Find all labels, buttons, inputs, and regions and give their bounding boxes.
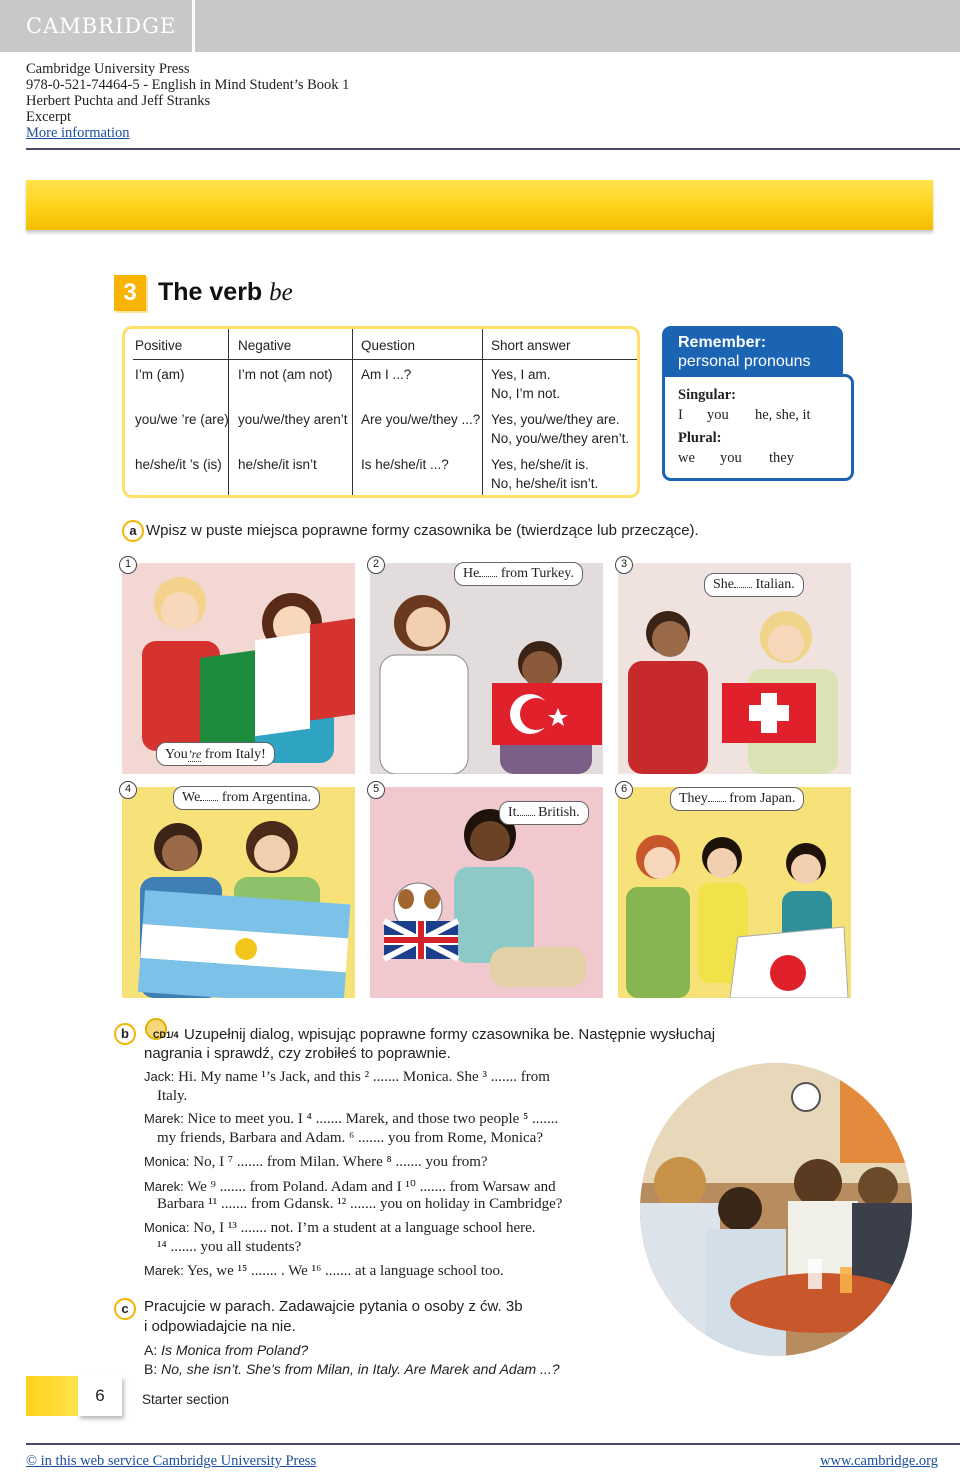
table-cell: Am I ...?	[361, 367, 412, 382]
section-title	[158, 278, 293, 307]
footer-divider	[26, 1443, 960, 1445]
picture-6	[618, 787, 851, 998]
picture-4	[122, 787, 355, 998]
speech-bubble-5	[499, 801, 589, 825]
bubble-text: We	[182, 790, 201, 805]
bubble-text: British.	[534, 805, 580, 820]
table-cell: No, I’m not.	[491, 386, 561, 401]
bubble-text: You	[165, 747, 188, 762]
dialogue-text: Barbara ¹¹ ....... from Gdansk. ¹² ....... you on holiday in Cambridge?	[157, 1196, 563, 1212]
dialogue-line	[157, 1088, 187, 1105]
exercise-c-instruction-1: Pracujcie w parach. Zadawajcie pytania o osoby z ćw. 3b	[144, 1298, 523, 1315]
pronoun: we	[678, 450, 695, 466]
example-text: No, she isn’t. She’s from Milan, in Italy. Are Marek and Adam ...?	[161, 1361, 560, 1377]
illustration-turkey	[370, 563, 603, 774]
speech-bubble-3	[704, 573, 804, 597]
bubble-text: He	[463, 566, 480, 581]
bubble-text: from Turkey.	[497, 566, 574, 581]
table-divider	[352, 329, 353, 495]
cambridge-website-link[interactable]: www.cambridge.org	[820, 1453, 938, 1469]
table-cell: Yes, you/we/they are.	[491, 412, 620, 427]
speaker: Marek:	[144, 1111, 184, 1126]
picture-number: 5	[367, 781, 385, 799]
dialogue-line	[144, 1220, 536, 1237]
decorative-yellow-band	[26, 180, 933, 230]
exercise-b-marker: b	[114, 1023, 136, 1045]
remember-body	[662, 374, 854, 481]
cd-track-label: CD1/4	[153, 1030, 179, 1040]
speaker: Marek:	[144, 1263, 184, 1278]
publisher: Cambridge University Press	[26, 61, 190, 77]
speaker: B:	[144, 1361, 158, 1377]
exercise-a-marker: a	[122, 520, 144, 542]
pronoun: you	[720, 450, 742, 466]
exercise-c-instruction-2: i odpowiadajcie na nie.	[144, 1318, 296, 1335]
page-section-label: Starter section	[142, 1392, 230, 1407]
speaker: Monica:	[144, 1220, 190, 1235]
remember-title: Remember:	[678, 334, 767, 351]
book-info	[26, 61, 349, 141]
picture-number: 4	[119, 781, 137, 799]
table-cell: he/she/it isn’t	[238, 457, 317, 472]
singular-label: Singular:	[678, 387, 737, 403]
table-cell: I’m not (am not)	[238, 367, 333, 382]
table-cell: Are you/we/they ...?	[361, 412, 481, 427]
exercise-b-instruction-2: nagrania i sprawdź, czy zrobiłeś to poprawnie.	[144, 1045, 451, 1062]
bubble-text: She	[713, 577, 734, 592]
isbn-title: 978-0-521-74464-5 - English in Mind Student’s Book 1	[26, 77, 350, 93]
table-header-negative: Negative	[238, 338, 292, 353]
speaker: Jack:	[144, 1069, 175, 1084]
bubble-text: Italian.	[752, 577, 795, 592]
picture-2	[370, 563, 603, 774]
table-cell: No, you/we/they aren’t.	[491, 431, 630, 446]
table-cell: Is he/she/it ...?	[361, 457, 449, 472]
speech-bubble-1	[156, 742, 275, 766]
section-number: 3	[114, 275, 146, 311]
table-cell: he/she/it ’s (is)	[135, 457, 222, 472]
table-header-question: Question	[361, 338, 416, 353]
answer-gap[interactable]	[479, 576, 497, 577]
speech-bubble-2	[454, 562, 583, 586]
bubble-text: from Italy!	[201, 747, 266, 762]
table-cell: I’m (am)	[135, 367, 185, 382]
cafe-photo	[640, 1063, 912, 1356]
table-divider	[482, 329, 483, 495]
more-information-link[interactable]: More information	[26, 125, 130, 141]
remember-subtitle: personal pronouns	[678, 353, 811, 370]
answer-gap[interactable]	[200, 800, 218, 801]
table-cell: No, he/she/it isn’t.	[491, 476, 599, 491]
picture-number: 2	[367, 556, 385, 574]
pronoun: I	[678, 407, 683, 423]
dialogue-line	[157, 1239, 301, 1256]
dialogue-line	[144, 1263, 504, 1280]
plural-label: Plural:	[678, 430, 722, 446]
speaker: Monica:	[144, 1154, 190, 1169]
header-divider	[26, 148, 960, 150]
dialogue-line	[144, 1111, 558, 1128]
dialogue-line	[144, 1177, 556, 1196]
copyright-link[interactable]: © in this web service Cambridge University Press	[26, 1453, 317, 1469]
exercise-a-instruction: Wpisz w puste miejsca poprawne formy czasownika be (twierdzące lub przeczące).	[146, 522, 699, 539]
remember-box	[662, 326, 854, 481]
cafe-photo-illustration	[640, 1063, 912, 1356]
page-number: 6	[78, 1376, 122, 1416]
dialogue-text: ¹⁴ ....... you all students?	[157, 1239, 302, 1255]
table-cell: you/we/they aren’t	[238, 412, 348, 427]
speech-bubble-6	[670, 787, 804, 811]
exercise-c-marker: c	[114, 1298, 136, 1320]
excerpt-label: Excerpt	[26, 109, 72, 125]
dialogue-text: my friends, Barbara and Adam. ⁶ ....... you from Rome, Monica?	[157, 1130, 543, 1146]
table-cell: Yes, I am.	[491, 367, 551, 382]
bubble-text: It	[508, 805, 517, 820]
table-header-positive: Positive	[135, 338, 183, 353]
dialogue-text: No, I ¹³ ....... not. I’m a student at a language school here.	[193, 1220, 536, 1236]
illustration-japan	[618, 787, 851, 998]
bubble-text: They	[679, 791, 708, 806]
pronoun: he, she, it	[755, 407, 811, 423]
dialogue-text: Nice to meet you. I ⁴ ....... Marek, and those two people ⁵ .......	[187, 1111, 559, 1127]
bubble-answer: ’re	[187, 747, 202, 761]
answer-gap[interactable]	[708, 801, 726, 802]
grammar-table	[122, 326, 640, 498]
dialogue-text: No, I ⁷ ....... from Milan. Where ⁸ ....... you from?	[193, 1154, 488, 1170]
cambridge-logo[interactable]: CAMBRIDGE	[0, 0, 195, 52]
table-header-rule	[133, 359, 637, 360]
table-cell: Yes, he/she/it is.	[491, 457, 589, 472]
bubble-text: from Japan.	[725, 791, 796, 806]
table-header-short-answer: Short answer	[491, 338, 571, 353]
answer-gap[interactable]	[734, 587, 752, 588]
dialogue-line	[144, 1069, 550, 1086]
example-question	[144, 1342, 308, 1358]
exercise-b-instruction-1: Uzupełnij dialog, wpisując poprawne formy czasownika be. Następnie wysłuchaj	[184, 1026, 716, 1043]
example-answer	[144, 1361, 560, 1377]
authors: Herbert Puchta and Jeff Stranks	[26, 93, 211, 109]
remember-header	[662, 326, 843, 378]
bubble-text: from Argentina.	[218, 790, 311, 805]
pronoun: you	[707, 407, 729, 423]
answer-gap[interactable]	[517, 815, 535, 816]
table-cell: you/we ’re (are)	[135, 412, 229, 427]
picture-number: 6	[615, 781, 633, 799]
dialogue-line	[144, 1154, 488, 1171]
pronoun: they	[769, 450, 794, 466]
picture-number: 1	[119, 556, 137, 574]
speaker: A:	[144, 1342, 158, 1358]
dialogue-line	[157, 1196, 562, 1213]
section-title-italic: be	[269, 279, 293, 306]
dialogue-text: Hi. My name ¹’s Jack, and this ² ....... Monica. She ³ ....... from	[178, 1069, 550, 1085]
illustration-argentina	[122, 787, 355, 998]
section-title-main: The verb	[158, 278, 270, 306]
dialogue-text: Italy.	[157, 1088, 188, 1104]
picture-number: 3	[615, 556, 633, 574]
example-text: Is Monica from Poland?	[161, 1342, 309, 1358]
dialogue-text: We ⁹ ....... from Poland. Adam and I ¹⁰ ....... from Warsaw and	[187, 1179, 556, 1195]
speech-bubble-4	[173, 786, 320, 810]
dialogue-text: Yes, we ¹⁵ ....... . We ¹⁶ ....... at a language school too.	[186, 1263, 504, 1279]
dialogue-line	[157, 1130, 543, 1147]
speaker: Marek:	[144, 1179, 184, 1194]
